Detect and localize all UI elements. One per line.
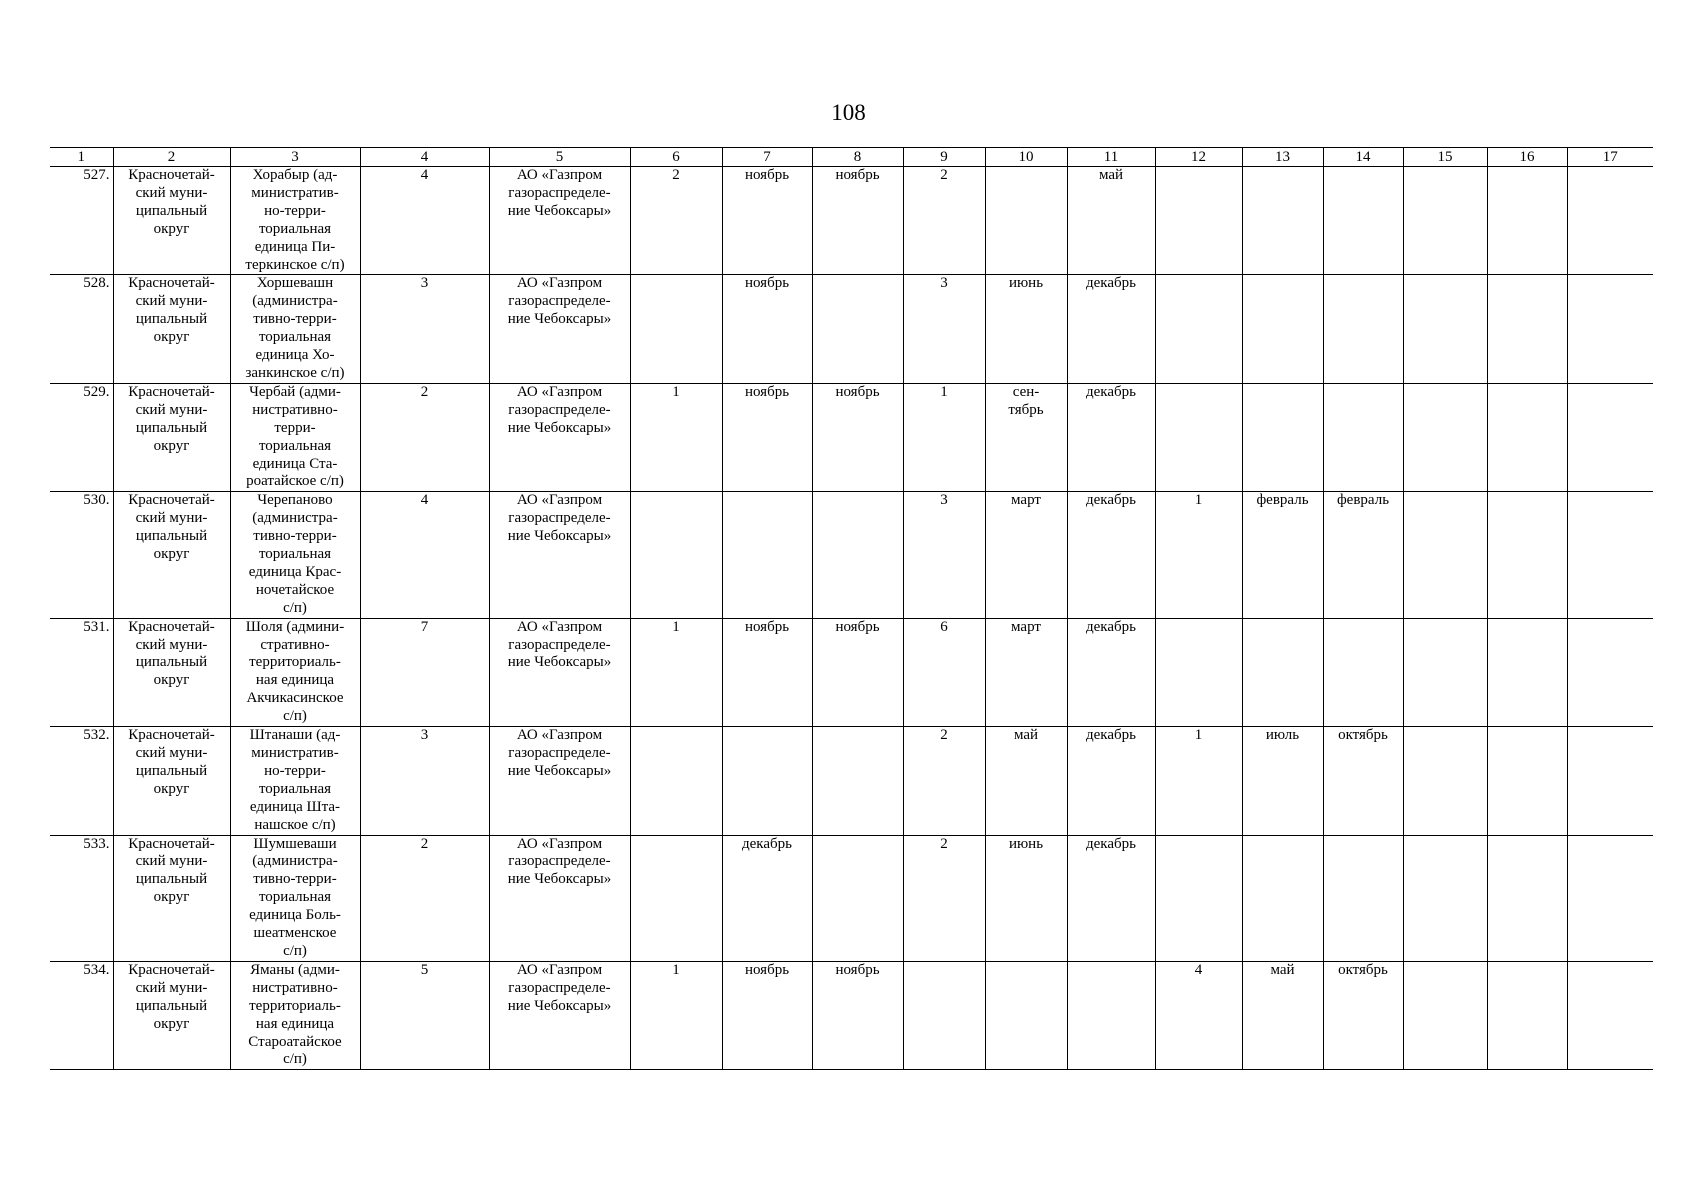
district-line: ский муни- <box>135 184 208 201</box>
col6-cell <box>630 275 722 383</box>
district-cell <box>113 835 230 961</box>
settlement-line: терри- <box>274 419 316 436</box>
col16-cell <box>1487 618 1567 726</box>
col14-cell <box>1323 618 1403 726</box>
col7-cell <box>722 727 812 835</box>
district-cell <box>113 618 230 726</box>
organization-line: газораспределе- <box>508 401 611 418</box>
col12-cell <box>1155 167 1242 275</box>
organization-line: газораспределе- <box>508 293 611 310</box>
settlement-line: с/п) <box>283 1051 307 1068</box>
district-line: ципальный <box>135 528 208 545</box>
table-body <box>50 167 1653 1070</box>
col15-cell <box>1403 492 1487 618</box>
settlement-line: ная единица <box>255 1015 335 1032</box>
col16-cell <box>1487 383 1567 491</box>
settlement-line: Яманы (адми- <box>250 961 340 978</box>
organization-cell <box>489 383 630 491</box>
column-header-10: 10 <box>985 148 1067 167</box>
district-line: Красночетай- <box>128 492 215 509</box>
col7-cell: ноябрь <box>722 961 812 1069</box>
district-line: ципальный <box>135 762 208 779</box>
col15-cell <box>1403 727 1487 835</box>
organization-line: ние Чебоксары» <box>507 528 612 545</box>
col13-cell <box>1242 835 1323 961</box>
col12-cell <box>1155 835 1242 961</box>
col12-cell: 1 <box>1155 727 1242 835</box>
col14-cell: октябрь <box>1323 961 1403 1069</box>
col11-cell: май <box>1067 167 1155 275</box>
col8-cell <box>812 835 903 961</box>
table-row <box>50 961 1653 1069</box>
district-line: округ <box>153 546 190 563</box>
col8-cell <box>812 492 903 618</box>
col17-cell <box>1567 492 1653 618</box>
organization-cell <box>489 961 630 1069</box>
settlement-line: единица Шта- <box>249 798 341 815</box>
organization-line: ние Чебоксары» <box>507 871 612 888</box>
district-line: округ <box>153 889 190 906</box>
col12-cell <box>1155 618 1242 726</box>
column-header-5: 5 <box>489 148 630 167</box>
col15-cell <box>1403 383 1487 491</box>
settlement-cell <box>230 618 360 726</box>
col10-cell: июнь <box>985 275 1067 383</box>
settlement-cell <box>230 383 360 491</box>
col15-cell <box>1403 167 1487 275</box>
column-header-3: 3 <box>230 148 360 167</box>
col11-cell: декабрь <box>1067 492 1155 618</box>
district-line: ский муни- <box>135 293 208 310</box>
col17-cell <box>1567 618 1653 726</box>
settlement-line: ториальная <box>258 437 332 454</box>
organization-line: АО «Газпром <box>516 275 603 292</box>
col4-cell: 7 <box>360 618 489 726</box>
settlement-line: стративно- <box>260 636 330 653</box>
col9-cell: 3 <box>903 492 985 618</box>
settlement-line: министратив- <box>251 184 339 201</box>
district-line: ский муни- <box>135 510 208 527</box>
col6-cell <box>630 835 722 961</box>
settlement-line: ториальная <box>258 329 332 346</box>
district-line: ский муни- <box>135 979 208 996</box>
district-line: округ <box>153 1015 190 1032</box>
district-line: Красночетай- <box>128 167 215 183</box>
row-number: 529. <box>50 383 113 491</box>
organization-cell <box>489 727 630 835</box>
col10-cell <box>985 961 1067 1069</box>
col11-cell <box>1067 961 1155 1069</box>
table-row <box>50 167 1653 275</box>
col4-cell: 3 <box>360 275 489 383</box>
col9-cell: 3 <box>903 275 985 383</box>
district-cell <box>113 727 230 835</box>
settlement-line: с/п) <box>283 599 307 616</box>
col17-cell <box>1567 275 1653 383</box>
organization-line: ние Чебоксары» <box>507 202 612 219</box>
col4-cell: 2 <box>360 835 489 961</box>
district-line: округ <box>153 437 190 454</box>
settlement-cell <box>230 275 360 383</box>
col9-cell: 2 <box>903 167 985 275</box>
organization-line: газораспределе- <box>508 745 611 761</box>
col7-cell: ноябрь <box>722 167 812 275</box>
col8-cell: ноябрь <box>812 167 903 275</box>
row-number: 533. <box>50 835 113 961</box>
district-cell <box>113 275 230 383</box>
organization-line: АО «Газпром <box>516 383 603 400</box>
col16-cell <box>1487 727 1567 835</box>
settlement-line: теркинское с/п) <box>245 256 345 273</box>
col6-cell: 1 <box>630 961 722 1069</box>
col13-cell: февраль <box>1242 492 1323 618</box>
col6-cell: 2 <box>630 167 722 275</box>
col16-cell <box>1487 275 1567 383</box>
district-line: округ <box>153 329 190 346</box>
col9-cell: 2 <box>903 835 985 961</box>
settlement-line: Хорабыр (ад- <box>252 167 338 183</box>
district-cell <box>113 167 230 275</box>
row-number: 528. <box>50 275 113 383</box>
settlement-line: единица Пи- <box>254 238 336 255</box>
col14-cell <box>1323 835 1403 961</box>
col16-cell <box>1487 835 1567 961</box>
col16-cell <box>1487 492 1567 618</box>
organization-line: АО «Газпром <box>516 167 603 183</box>
settlement-line: ториальная <box>258 220 332 237</box>
column-header-9: 9 <box>903 148 985 167</box>
district-line: ципальный <box>135 419 208 436</box>
col17-cell <box>1567 961 1653 1069</box>
col10-cell: май <box>985 727 1067 835</box>
col17-cell <box>1567 835 1653 961</box>
col9-cell <box>903 961 985 1069</box>
organization-line: газораспределе- <box>508 510 611 527</box>
organization-line: АО «Газпром <box>516 835 603 852</box>
col14-cell: октябрь <box>1323 727 1403 835</box>
col6-cell: 1 <box>630 383 722 491</box>
settlement-line: нистративно- <box>252 401 338 418</box>
organization-cell <box>489 492 630 618</box>
col13-cell <box>1242 167 1323 275</box>
settlement-line: тивно-терри- <box>253 528 337 545</box>
settlement-cell <box>230 167 360 275</box>
col11-cell: декабрь <box>1067 835 1155 961</box>
district-line: ский муни- <box>135 745 208 761</box>
organization-line: газораспределе- <box>508 184 611 201</box>
column-header-4: 4 <box>360 148 489 167</box>
column-header-16: 16 <box>1487 148 1567 167</box>
settlement-line: территориаль- <box>249 997 341 1014</box>
col16-cell <box>1487 167 1567 275</box>
settlement-line: (администра- <box>252 293 338 310</box>
col14-cell <box>1323 167 1403 275</box>
settlement-line: (администра- <box>252 853 338 870</box>
column-header-14: 14 <box>1323 148 1403 167</box>
table-row <box>50 727 1653 835</box>
row-number: 530. <box>50 492 113 618</box>
col13-cell: июль <box>1242 727 1323 835</box>
column-number-row <box>50 148 1653 167</box>
organization-cell <box>489 618 630 726</box>
col10-cell: март <box>985 618 1067 726</box>
settlement-cell <box>230 961 360 1069</box>
settlement-line: единица Ста- <box>252 455 338 472</box>
col15-cell <box>1403 961 1487 1069</box>
settlement-line: тивно-терри- <box>253 871 337 888</box>
settlement-line: шеатменское <box>253 925 337 942</box>
settlement-line: Чербай (адми- <box>249 383 341 400</box>
col7-cell: декабрь <box>722 835 812 961</box>
column-header-12: 12 <box>1155 148 1242 167</box>
col11-cell: декабрь <box>1067 383 1155 491</box>
district-cell <box>113 383 230 491</box>
col7-cell <box>722 492 812 618</box>
col6-cell <box>630 727 722 835</box>
col14-cell <box>1323 275 1403 383</box>
organization-cell <box>489 835 630 961</box>
col8-cell: ноябрь <box>812 383 903 491</box>
col14-cell <box>1323 383 1403 491</box>
col7-cell: ноябрь <box>722 383 812 491</box>
col10-cell: март <box>985 492 1067 618</box>
district-cell <box>113 492 230 618</box>
col12-cell: 4 <box>1155 961 1242 1069</box>
organization-line: ние Чебоксары» <box>507 419 612 436</box>
settlement-line: единица Хо- <box>255 347 335 364</box>
district-line: ципальный <box>135 871 208 888</box>
district-line: Красночетай- <box>128 275 215 292</box>
table-row <box>50 618 1653 726</box>
col16-cell <box>1487 961 1567 1069</box>
organization-line: ние Чебоксары» <box>507 762 612 779</box>
col8-cell: ноябрь <box>812 618 903 726</box>
settlement-line: министратив- <box>251 745 339 761</box>
organization-line: АО «Газпром <box>516 961 603 978</box>
col8-cell: ноябрь <box>812 961 903 1069</box>
col10-cell: сен- тябрь <box>985 383 1067 491</box>
col4-cell: 4 <box>360 492 489 618</box>
settlement-line: тивно-терри- <box>253 311 337 328</box>
schedule-table <box>50 147 1653 1070</box>
district-line: Красночетай- <box>128 835 215 852</box>
settlement-line: ториальная <box>258 780 332 797</box>
col14-cell: февраль <box>1323 492 1403 618</box>
organization-line: газораспределе- <box>508 979 611 996</box>
column-header-13: 13 <box>1242 148 1323 167</box>
column-header-11: 11 <box>1067 148 1155 167</box>
settlement-line: Штанаши (ад- <box>249 727 341 744</box>
settlement-line: (администра- <box>252 510 338 527</box>
organization-line: АО «Газпром <box>516 727 603 744</box>
district-line: ципальный <box>135 997 208 1014</box>
col10-cell: июнь <box>985 835 1067 961</box>
row-number: 534. <box>50 961 113 1069</box>
settlement-cell <box>230 492 360 618</box>
district-line: Красночетай- <box>128 727 215 744</box>
district-line: округ <box>153 780 190 797</box>
col6-cell: 1 <box>630 618 722 726</box>
col4-cell: 5 <box>360 961 489 1069</box>
organization-cell <box>489 167 630 275</box>
settlement-line: но-терри- <box>264 202 326 219</box>
col7-cell: ноябрь <box>722 275 812 383</box>
district-line: округ <box>153 672 190 689</box>
settlement-cell <box>230 835 360 961</box>
col4-cell: 4 <box>360 167 489 275</box>
col8-cell <box>812 275 903 383</box>
district-line: ципальный <box>135 311 208 328</box>
organization-line: ние Чебоксары» <box>507 654 612 671</box>
col4-cell: 3 <box>360 727 489 835</box>
settlement-line: ториальная <box>258 546 332 563</box>
organization-line: ние Чебоксары» <box>507 997 612 1014</box>
district-line: ский муни- <box>135 636 208 653</box>
organization-line: АО «Газпром <box>516 492 603 509</box>
col15-cell <box>1403 835 1487 961</box>
settlement-line: Староатайское <box>248 1033 342 1050</box>
row-number: 531. <box>50 618 113 726</box>
settlement-line: нистративно- <box>252 979 338 996</box>
table-row <box>50 492 1653 618</box>
col15-cell <box>1403 618 1487 726</box>
col15-cell <box>1403 275 1487 383</box>
district-line: ский муни- <box>135 853 208 870</box>
settlement-line: Шумшеваши <box>253 835 337 852</box>
column-header-2: 2 <box>113 148 230 167</box>
column-header-8: 8 <box>812 148 903 167</box>
col17-cell <box>1567 383 1653 491</box>
col13-cell <box>1242 618 1323 726</box>
district-line: ский муни- <box>135 401 208 418</box>
col13-cell: май <box>1242 961 1323 1069</box>
settlement-line: единица Крас- <box>248 563 342 580</box>
row-number: 527. <box>50 167 113 275</box>
col7-cell: ноябрь <box>722 618 812 726</box>
column-header-6: 6 <box>630 148 722 167</box>
col9-cell: 6 <box>903 618 985 726</box>
col8-cell <box>812 727 903 835</box>
settlement-cell <box>230 727 360 835</box>
organization-line: газораспределе- <box>508 636 611 653</box>
col17-cell <box>1567 167 1653 275</box>
col12-cell <box>1155 275 1242 383</box>
col12-cell: 1 <box>1155 492 1242 618</box>
col12-cell <box>1155 383 1242 491</box>
settlement-line: ная единица <box>255 672 335 689</box>
column-header-15: 15 <box>1403 148 1487 167</box>
organization-line: АО «Газпром <box>516 618 603 635</box>
settlement-line: Хоршевашн <box>256 275 334 292</box>
col11-cell: декабрь <box>1067 727 1155 835</box>
settlement-line: но-терри- <box>264 762 326 779</box>
settlement-line: Черепаново <box>257 492 333 509</box>
col11-cell: декабрь <box>1067 275 1155 383</box>
col13-cell <box>1242 383 1323 491</box>
district-line: Красночетай- <box>128 961 215 978</box>
organization-cell <box>489 275 630 383</box>
settlement-line: с/п) <box>283 942 307 959</box>
organization-line: ние Чебоксары» <box>507 311 612 328</box>
district-line: округ <box>153 220 190 237</box>
district-cell <box>113 961 230 1069</box>
settlement-line: нашское с/п) <box>254 816 336 833</box>
settlement-line: ториальная <box>258 889 332 906</box>
settlement-line: Шоля (админи- <box>245 618 345 635</box>
table-row <box>50 275 1653 383</box>
col6-cell <box>630 492 722 618</box>
col17-cell <box>1567 727 1653 835</box>
settlement-line: роатайское с/п) <box>246 473 344 490</box>
table-row <box>50 383 1653 491</box>
table-row <box>50 835 1653 961</box>
column-header-1: 1 <box>50 148 113 167</box>
settlement-line: единица Боль- <box>249 907 341 924</box>
settlement-line: Акчикасинское <box>246 690 344 707</box>
settlement-line: с/п) <box>283 708 307 725</box>
col10-cell <box>985 167 1067 275</box>
settlement-line: территориаль- <box>249 654 341 671</box>
district-line: Красночетай- <box>128 383 215 400</box>
col13-cell <box>1242 275 1323 383</box>
column-header-17: 17 <box>1567 148 1653 167</box>
col11-cell: декабрь <box>1067 618 1155 726</box>
settlement-line: занкинское с/п) <box>245 364 345 381</box>
col9-cell: 2 <box>903 727 985 835</box>
row-number: 532. <box>50 727 113 835</box>
district-line: Красночетай- <box>128 618 215 635</box>
organization-line: газораспределе- <box>508 853 611 870</box>
district-line: ципальный <box>135 202 208 219</box>
district-line: ципальный <box>135 654 208 671</box>
col9-cell: 1 <box>903 383 985 491</box>
col4-cell: 2 <box>360 383 489 491</box>
column-header-7: 7 <box>722 148 812 167</box>
settlement-line: ночетайское <box>255 581 335 598</box>
page-number: 108 <box>831 100 866 125</box>
